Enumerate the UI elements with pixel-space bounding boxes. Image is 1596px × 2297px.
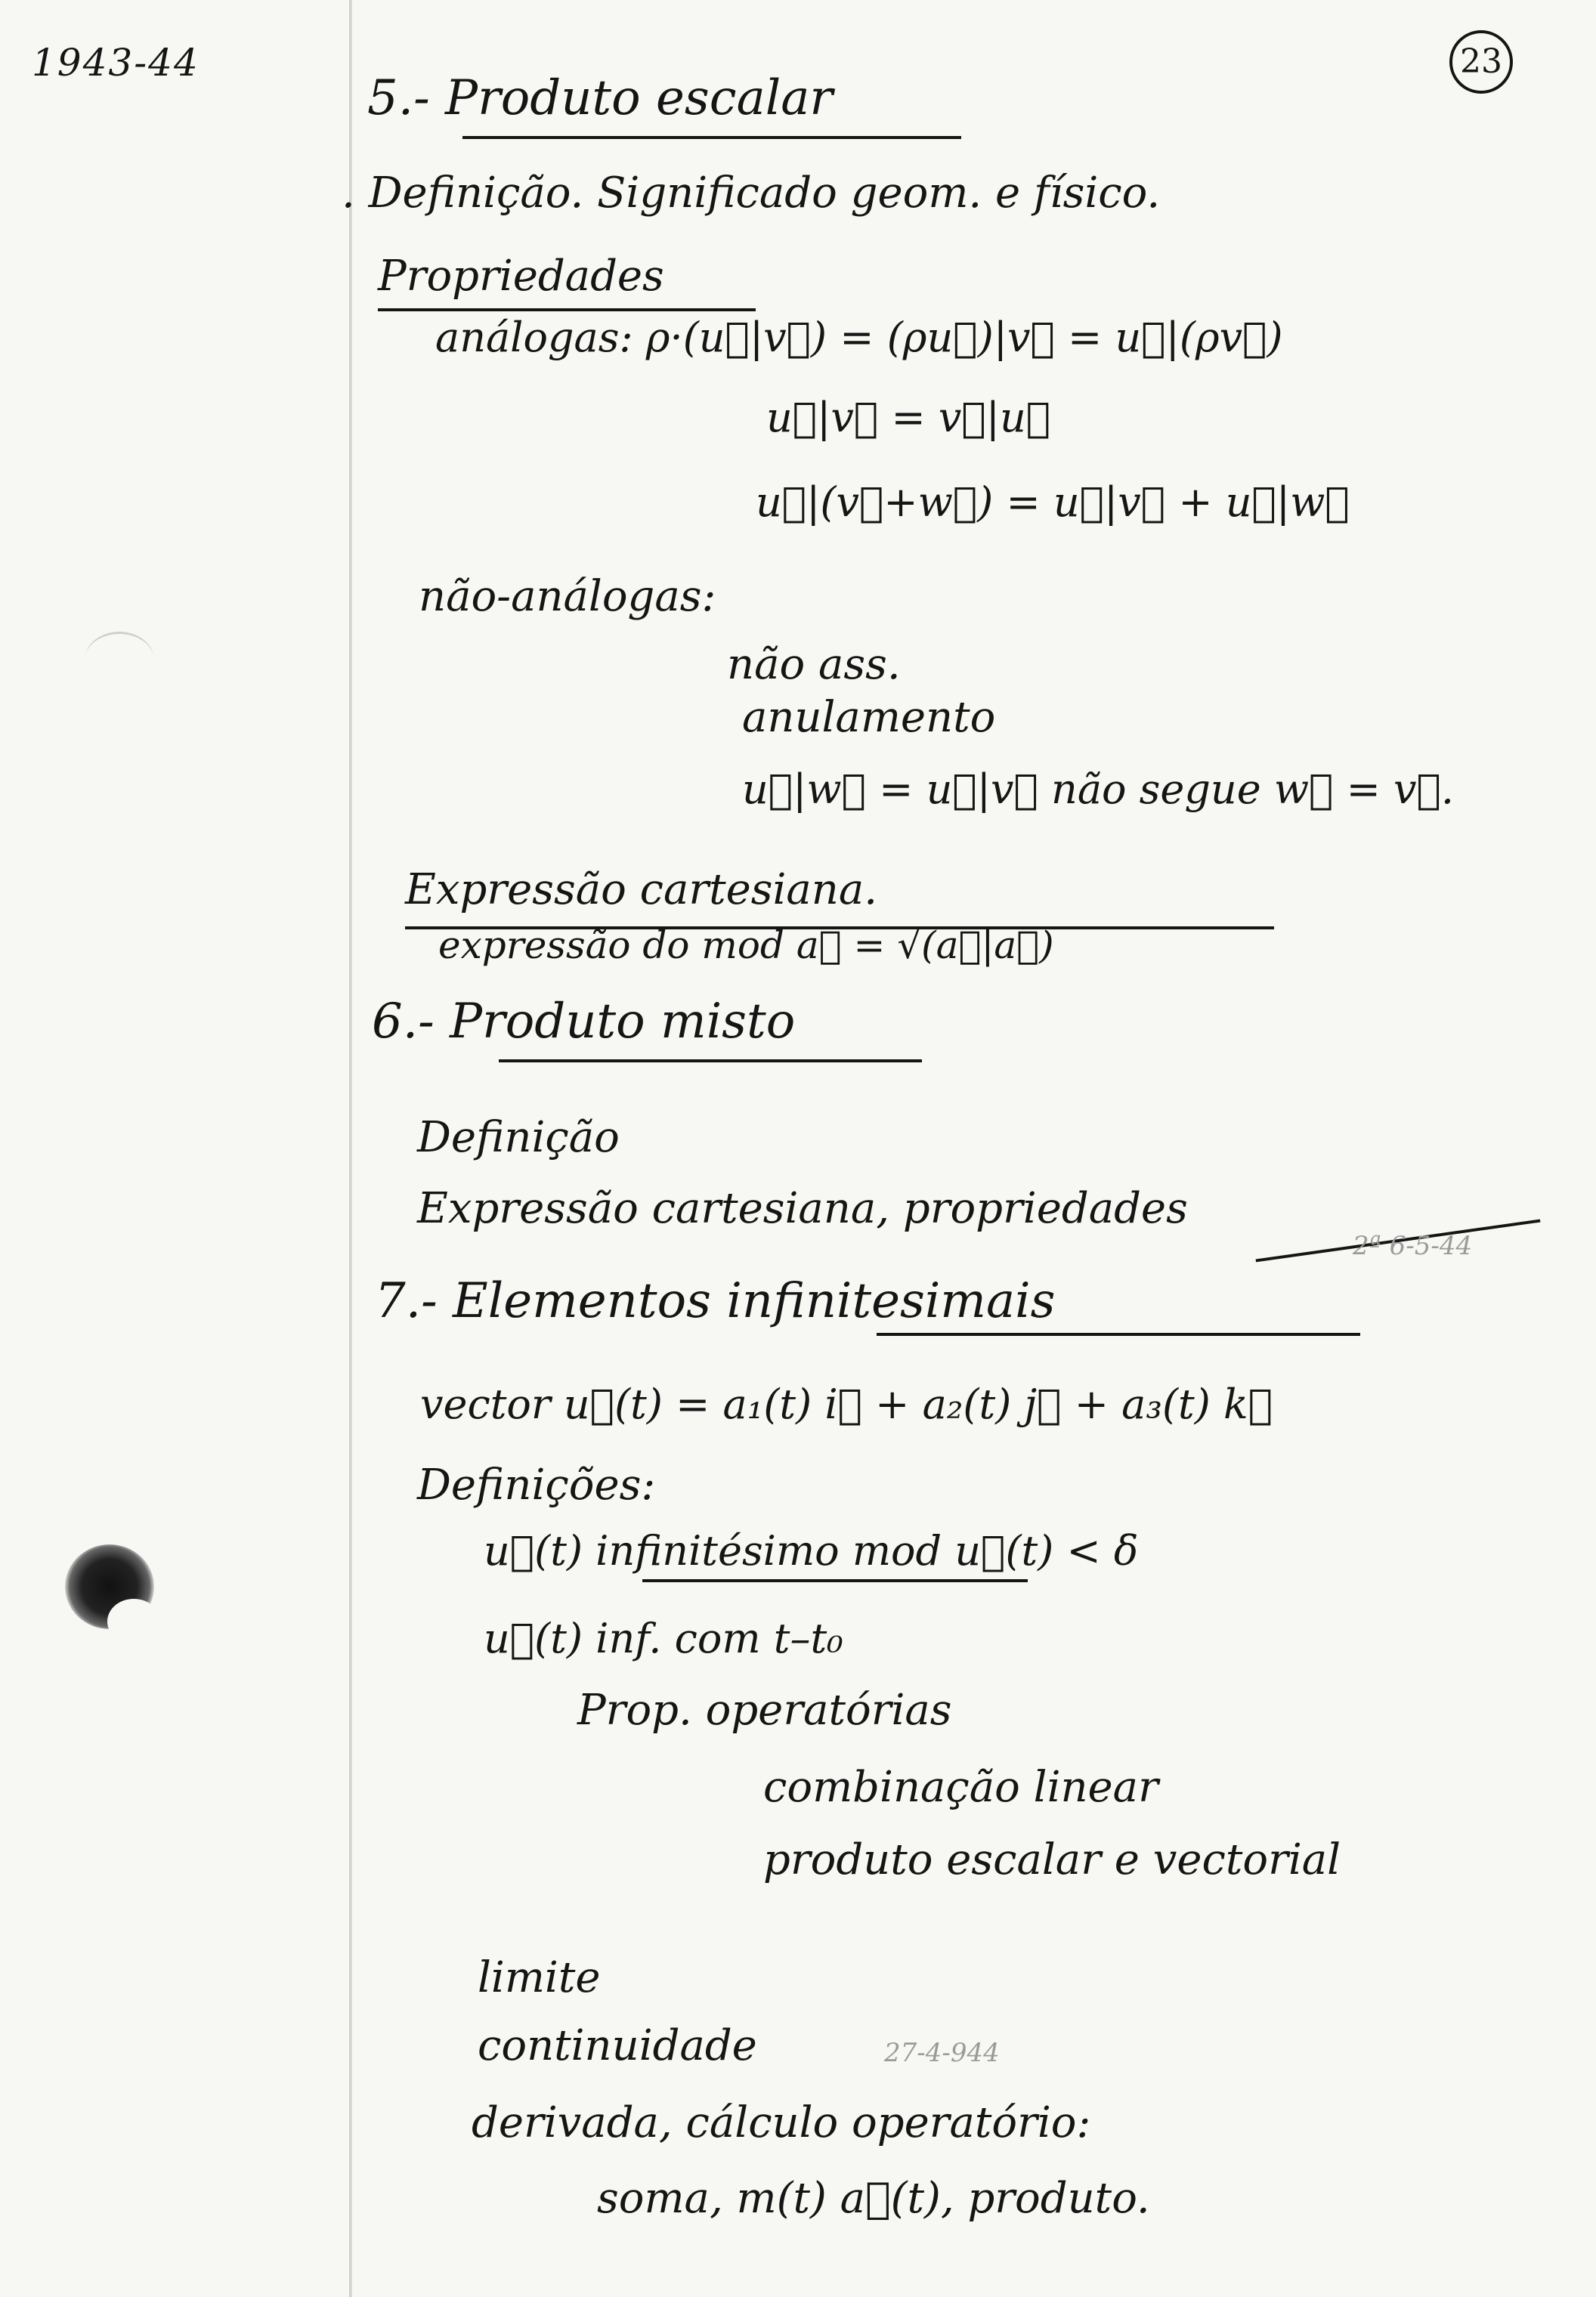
non-associative: não ass. — [727, 640, 901, 689]
section-6-underline — [499, 1059, 922, 1062]
analogous-property-2: u⃗|v⃗ = v⃗|u⃗ — [766, 394, 1051, 441]
properties-heading: Propriedades — [378, 252, 664, 301]
analogous-property-1: análogas: ρ·(u⃗|v⃗) = (ρu⃗)|v⃗ = u⃗|(ρv⃗) — [435, 314, 1283, 361]
date-note-1: 2ª 6-5-44 — [1353, 1231, 1473, 1261]
operational-properties: Prop. operatórias — [577, 1686, 952, 1735]
scan-edge-line — [349, 0, 352, 2297]
section-6-heading: 6.- Produto misto — [372, 994, 796, 1050]
section-7-underline — [877, 1333, 1360, 1336]
section-5-heading: 5.- Produto escalar — [367, 70, 833, 126]
nullification: anulamento — [742, 693, 996, 742]
limit: limite — [478, 1953, 601, 2002]
analogous-property-3: u⃗|(v⃗+w⃗) = u⃗|v⃗ + u⃗|w⃗ — [756, 478, 1350, 526]
modulus-expression: expressão do mod a⃗ = √(a⃗|a⃗) — [438, 923, 1054, 967]
punch-hole — [65, 1544, 154, 1629]
linear-combination: combinação linear — [763, 1763, 1158, 1812]
non-analogous-heading: não-análogas: — [419, 572, 716, 621]
section-7-heading: 7.- Elementos infinitesimais — [375, 1273, 1056, 1329]
section-5-underline — [462, 136, 961, 139]
section-6-definition: Definição — [417, 1113, 620, 1162]
vector-definition: vector u⃗(t) = a₁(t) i⃗ + a₂(t) j⃗ + a₃(t) k⃗ — [420, 1380, 1273, 1428]
section-6-properties: Expressão cartesiana, propriedades — [417, 1184, 1188, 1233]
infinitesimal-order: u⃗(t) inf. com t–t₀ — [484, 1615, 843, 1662]
derivative-line: derivada, cálculo operatório: — [472, 2098, 1091, 2147]
stamp-year: 1943-44 — [32, 41, 200, 85]
cancellation-rule: u⃗|w⃗ = u⃗|v⃗ não segue w⃗ = v⃗. — [742, 765, 1455, 813]
scalar-vector-product: produto escalar e vectorial — [763, 1835, 1341, 1884]
properties-underline — [378, 308, 756, 311]
cartesian-expression: Expressão cartesiana. — [405, 865, 878, 914]
definitions-heading: Definições: — [417, 1461, 656, 1510]
infinitesimal-underline — [642, 1579, 1028, 1582]
date-note-2: 27-4-944 — [884, 2038, 1000, 2068]
infinitesimal-definition: u⃗(t) infinitésimo mod u⃗(t) < δ — [484, 1527, 1139, 1575]
definition-line: . Definição. Significado geom. e físico. — [342, 168, 1161, 218]
page-number: 23 — [1449, 30, 1513, 94]
punch-hole-outline — [85, 632, 154, 688]
continuity: continuidade — [478, 2021, 757, 2070]
operations-line: soma, m(t) a⃗(t), produto. — [597, 2174, 1150, 2223]
